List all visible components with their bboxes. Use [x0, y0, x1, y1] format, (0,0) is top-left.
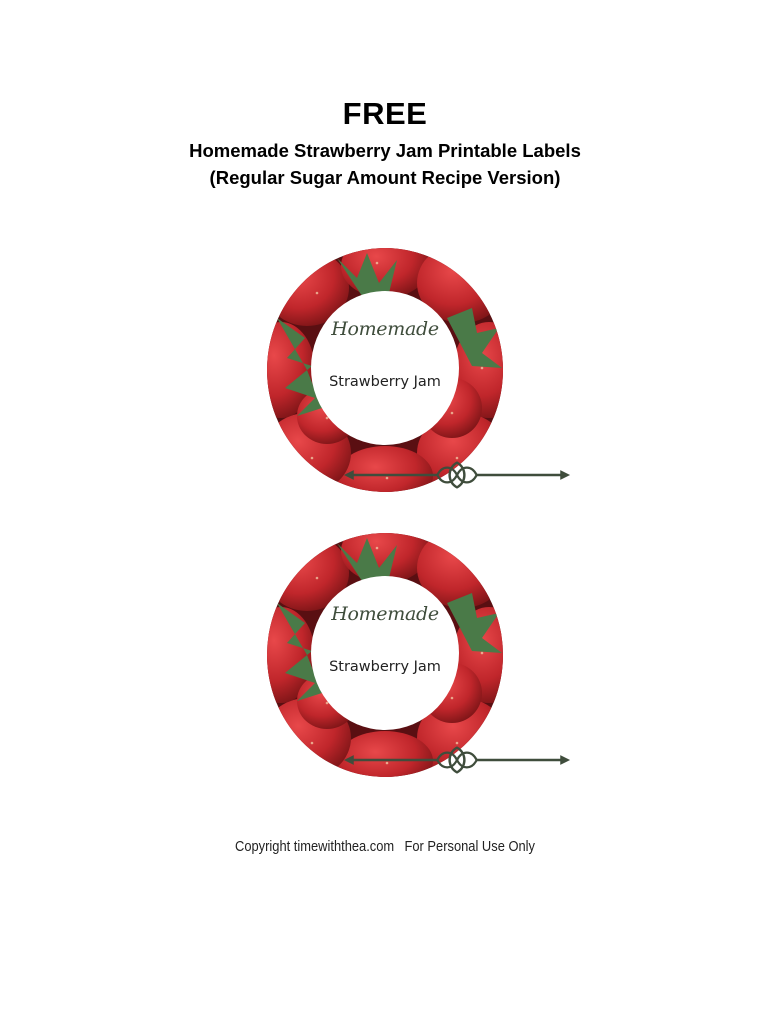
page-subtitle-line2: (Regular Sugar Amount Recipe Version)	[209, 167, 561, 188]
label-jam-name-text: Strawberry Jam	[329, 374, 441, 390]
copyright-text: Copyright timewiththea.com	[235, 838, 395, 855]
label-jam-name-text: Strawberry Jam	[329, 659, 441, 675]
label-homemade-text: Homemade	[331, 603, 439, 625]
jar-label-1	[267, 248, 503, 492]
page-footer	[54, 838, 716, 855]
jar-label-2	[267, 533, 503, 777]
label-homemade-text: Homemade	[331, 318, 439, 340]
usage-notice-text: For Personal Use Only	[404, 838, 535, 855]
page-title: FREE	[342, 96, 428, 131]
page-subtitle-line1: Homemade Strawberry Jam Printable Labels	[189, 140, 581, 161]
